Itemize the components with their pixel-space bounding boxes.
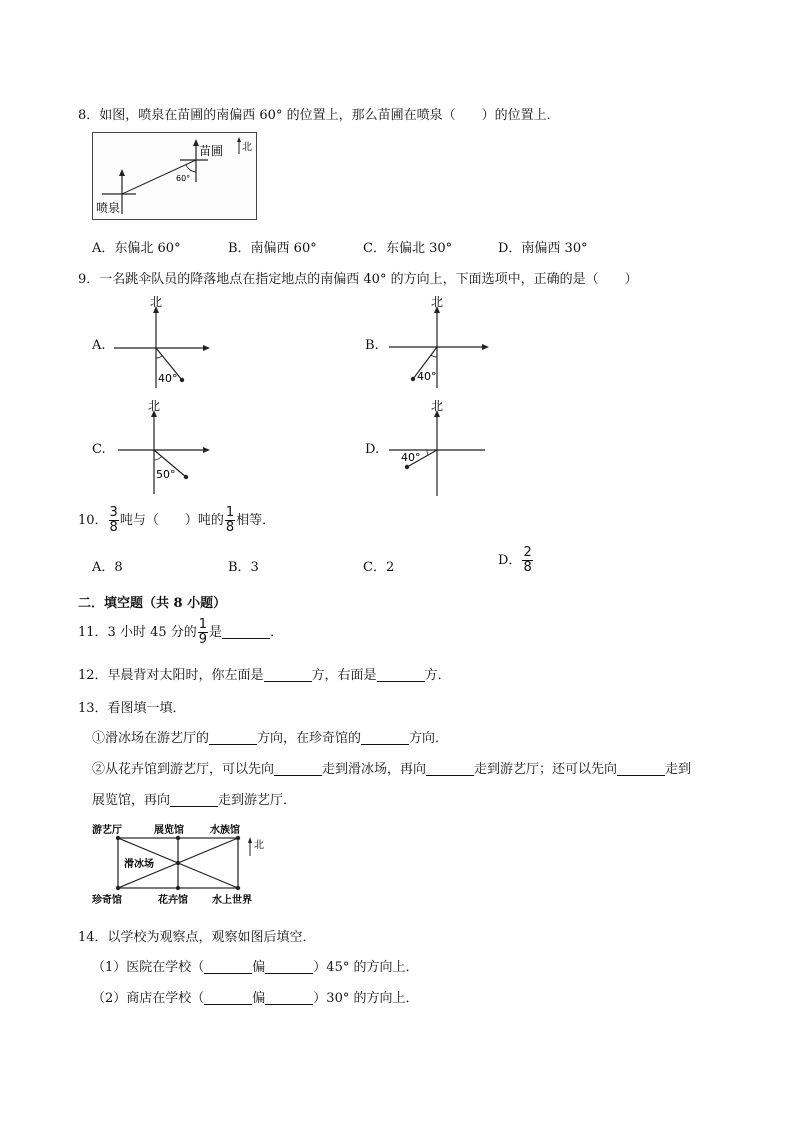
q11-suffix: 是 xyxy=(209,625,223,640)
q8-option-a: A．东偏北 60° xyxy=(92,241,181,256)
q13-blank-4[interactable] xyxy=(426,761,474,776)
q9-option-d-north: 北 xyxy=(431,399,444,413)
q13-blank-1[interactable] xyxy=(209,730,257,745)
q10-option-d xyxy=(498,546,534,576)
q14-blank-3[interactable] xyxy=(204,990,252,1005)
q8-text: 8．如图，喷泉在苗圃的南偏西 60° 的位置上，那么苗圃在喷泉（ ）的位置上． xyxy=(78,108,560,123)
q13-l3-a: 展览馆，再向 xyxy=(92,793,171,808)
q10-fraction-1 xyxy=(109,506,119,535)
q9-option-c-figure xyxy=(110,398,214,496)
q13-blank-3[interactable] xyxy=(274,761,322,776)
q10-option-d-num: 2 xyxy=(523,545,532,560)
section-heading: 二．填空题（共 8 小题） xyxy=(78,596,227,611)
q14-l2-a: （2）商店在学校（ xyxy=(92,991,205,1006)
q12-blank-left[interactable] xyxy=(264,667,312,682)
q9-option-a-angle: 40° xyxy=(158,372,178,385)
q10-text xyxy=(78,506,275,536)
map-zhanlan: 展览馆 xyxy=(154,825,184,836)
q13-l1-a: ①滑冰场在游艺厅的 xyxy=(92,731,210,746)
q11-end: ． xyxy=(270,625,284,640)
q10-prefix: 10． xyxy=(78,513,108,528)
map-shuishang: 水上世界 xyxy=(212,895,252,906)
q9-option-c-north: 北 xyxy=(148,399,161,413)
q9-option-a-letter: A. xyxy=(92,338,106,353)
map-youyi: 游艺厅 xyxy=(92,825,122,836)
q14-line1 xyxy=(92,956,418,975)
q13-line2 xyxy=(92,758,691,777)
q10-option-d-den: 8 xyxy=(523,560,532,575)
q9-option-d-angle: 40° xyxy=(401,451,421,464)
q14-blank-2[interactable] xyxy=(265,959,313,974)
q14-l2-c: ）30° 的方向上． xyxy=(313,991,419,1006)
map-shuizu: 水族馆 xyxy=(210,825,240,836)
q14-blank-4[interactable] xyxy=(265,990,313,1005)
q13-blank-6[interactable] xyxy=(170,792,218,807)
map-north: 北 xyxy=(254,840,264,851)
q8-option-d: D．南偏西 30° xyxy=(498,241,588,256)
q14-l1-a: （1）医院在学校（ xyxy=(92,960,205,975)
q10-mid: 吨与（ ）吨的 xyxy=(119,513,224,528)
q13-blank-2[interactable] xyxy=(361,730,409,745)
map-zhenqi: 珍奇馆 xyxy=(92,895,122,906)
q10-fraction-2-den: 8 xyxy=(225,520,235,535)
q10-fraction-2 xyxy=(225,506,235,535)
q13-blank-5[interactable] xyxy=(617,761,665,776)
q13-l1-c: 方向． xyxy=(409,731,449,746)
q14-l2-b: 偏 xyxy=(252,991,266,1006)
q13-title: 13．看图填一填． xyxy=(78,701,186,716)
q13-l2-b: 走到滑冰场，再向 xyxy=(322,762,427,777)
q14-l1-b: 偏 xyxy=(252,960,266,975)
q14-blank-1[interactable] xyxy=(204,959,252,974)
q10-fraction-1-num: 3 xyxy=(109,505,118,520)
q10-option-a: A．8 xyxy=(92,560,123,575)
q9-option-b-figure xyxy=(385,294,495,392)
map-huabing: 滑冰场 xyxy=(124,859,154,870)
q11-fraction xyxy=(198,618,208,647)
q8-fountain-label: 喷泉 xyxy=(96,201,121,215)
q14-l1-c: ）45° 的方向上． xyxy=(313,960,419,975)
q8-option-b: B．南偏西 60° xyxy=(228,241,317,256)
q10-fraction-1-den: 8 xyxy=(109,520,118,535)
q10-option-d-fraction xyxy=(522,546,532,575)
q13-line1 xyxy=(92,727,448,746)
q8-figure xyxy=(92,132,258,222)
q9-option-a-north: 北 xyxy=(150,295,163,309)
q14-title: 14．以学校为观察点，观察如图后填空． xyxy=(78,930,316,945)
q11-fraction-num: 1 xyxy=(198,617,208,632)
q14-line2 xyxy=(92,987,418,1006)
q9-text: 9．一名跳伞队员的降落地点在指定地点的南偏西 40° 的方向上，下面选项中，正确的是（ ） xyxy=(78,272,638,287)
q13-l2-a: ②从花卉馆到游艺厅，可以先向 xyxy=(92,762,275,777)
q11-blank[interactable] xyxy=(222,624,270,639)
q10-option-b: B．3 xyxy=(228,560,259,575)
q12-part1: 12．早晨背对太阳时，你左面是 xyxy=(78,668,264,683)
q9-option-d-figure xyxy=(385,398,489,498)
map-huahui: 花卉馆 xyxy=(158,895,188,906)
q13-l2-c: 走到游艺厅；还可以先向 xyxy=(474,762,618,777)
q13-l2-d: 走到 xyxy=(665,762,692,777)
q9-option-a-figure xyxy=(110,294,214,392)
q8-angle: 60° xyxy=(176,174,191,183)
q10-suffix: 相等． xyxy=(236,513,276,528)
q9-option-c-angle: 50° xyxy=(156,468,176,481)
q13-line3 xyxy=(92,789,296,808)
q9-option-b-north: 北 xyxy=(431,295,444,309)
q11-text xyxy=(78,618,283,648)
q12-text xyxy=(78,664,451,683)
q12-blank-right[interactable] xyxy=(377,667,425,682)
q8-north-label: 北 xyxy=(242,142,252,153)
q8-option-c: C．东偏北 30° xyxy=(363,241,453,256)
q12-part3: 方． xyxy=(424,668,451,683)
q9-option-b-angle: 40° xyxy=(417,370,437,383)
q11-fraction-den: 9 xyxy=(198,632,208,647)
q10-option-d-label: D． xyxy=(498,553,522,568)
q9-option-d-letter: D. xyxy=(365,442,380,457)
q9-option-c-letter: C. xyxy=(92,442,106,457)
q13-l3-b: 走到游艺厅． xyxy=(218,793,297,808)
q11-prefix: 11．3 小时 45 分的 xyxy=(78,625,197,640)
q9-option-b-letter: B. xyxy=(365,338,379,353)
q8-nursery-label: 苗圃 xyxy=(199,144,224,158)
q12-part2: 方，右面是 xyxy=(311,668,377,683)
q10-option-c: C．2 xyxy=(363,560,395,575)
q13-l1-b: 方向，在珍奇馆的 xyxy=(257,731,362,746)
q13-map xyxy=(84,820,278,906)
q10-fraction-2-num: 1 xyxy=(225,505,235,520)
